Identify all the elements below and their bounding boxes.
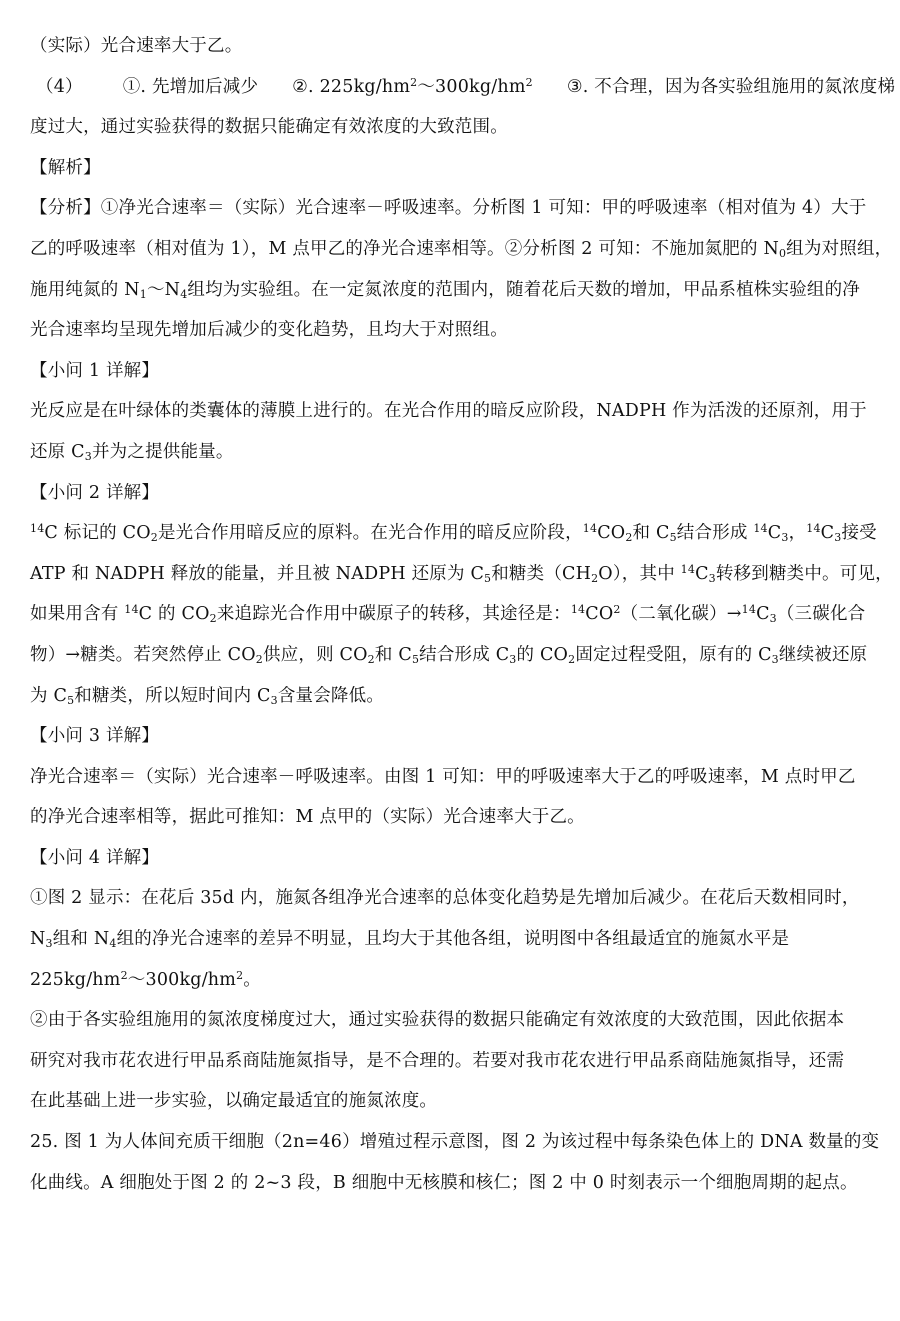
text-line: 物）→糖类。若突然停止 $CO_2$供应，则 $CO_2$和 $C_5$结合形成 $C_3$的 $CO_2$固定过程受阻，原有的 $C_3$继续被还原 <box>30 644 868 666</box>
text-line: （实际）光合速率大于乙。 <box>30 36 243 56</box>
text-line: 如果用含有 $^{14}$C 的 $CO_2$来追踪光合作用中碳原子的转移，其途径是：$^{14}CO^2$（二氧化碳）$\to^{14}C_3$（三碳化合 <box>30 603 866 626</box>
question-25-text: 25. 图 1 为人体间充质干细胞（2n=46）增殖过程示意图，图 2 为该过程中每条染色体上的 DNA 数量的变 <box>30 1132 880 1153</box>
text-line: 为 $C_5$和糖类，所以短时间内 $C_3$含量会降低。 <box>30 685 385 707</box>
section-heading-q1: 【小问 1 详解】 <box>30 360 160 381</box>
text-line: 乙的呼吸速率（相对值为 1），M 点甲乙的净光合速率相等。②分析图 2 可知：不施加氮肥的 $N_0$组为对照组， <box>30 238 893 260</box>
text-line: 在此基础上进一步实验，以确定最适宜的施氮浓度。 <box>30 1091 438 1112</box>
answer-line-4 <box>30 67 896 108</box>
section-heading-q4: 【小问 4 详解】 <box>30 847 160 868</box>
section-heading-q3: 【小问 3 详解】 <box>30 726 160 747</box>
text-line: 还原 $C_3$并为之提供能量。 <box>30 441 234 463</box>
text-line: 净光合速率＝（实际）光合速率－呼吸速率。由图 1 可知：甲的呼吸速率大于乙的呼吸速率，M 点时甲乙 <box>30 766 856 787</box>
text-line: $N_3$组和 $N_4$组的净光合速率的差异不明显，且均大于其他各组，说明图中各组最适宜的施氮水平是 <box>30 929 790 951</box>
text-line: 光合速率均呈现先增加后减少的变化趋势，且均大于对照组。 <box>30 320 508 341</box>
text-line: 施用纯氮的 $N_1\sim N_4$组均为实验组。在一定氮浓度的范围内，随着花后天数的增加，甲品系植株实验组的净 <box>30 279 861 301</box>
text-line: $^{14}$C 标记的 $CO_2$是光合作用暗反应的原料。在光合作用的暗反应阶段，$^{14}CO_2$和 $C_5$结合形成 $^{14}C_3$，$^{14}C_3$接受 <box>30 522 877 545</box>
question-25-text: 化曲线。A 细胞处于图 2 的 2~3 段，B 细胞中无核膜和核仁；图 2 中 0 时刻表示一个细胞周期的起点。 <box>30 1172 858 1193</box>
question-number: （4） <box>36 76 83 97</box>
text-line: 研究对我市花农进行甲品系商陆施氮指导，是不合理的。若要对我市花农进行甲品系商陆施氮指导，还需 <box>30 1050 845 1071</box>
answer-part-1: ①. 先增加后减少 <box>122 76 259 97</box>
text-line: 的净光合速率相等，据此可推知：M 点甲的（实际）光合速率大于乙。 <box>30 807 585 828</box>
text-line: ATP 和 NADPH 释放的能量，并且被 NADPH 还原为 $C_5$和糖类$(CH_2O)$，其中 $^{14}C_3$转移到糖类中。可见， <box>30 562 893 585</box>
text-line: ①图 2 显示：在花后 35d 内，施氮各组净光合速率的总体变化趋势是先增加后减少。在花后天数相同时， <box>30 888 860 909</box>
text-line: 【分析】①净光合速率＝（实际）光合速率－呼吸速率。分析图 1 可知：甲的呼吸速率（相对值为 4）大于 <box>30 198 867 219</box>
answer-part-3: ③. 不合理，因为各实验组施用的氮浓度梯 <box>566 76 896 97</box>
answer-part-2: ②. $225kg/hm^2\sim 300kg/hm^2$ <box>292 75 533 97</box>
section-heading-jiexi: 【解析】 <box>30 157 101 178</box>
section-heading-q2: 【小问 2 详解】 <box>30 482 160 503</box>
text-line: ②由于各实验组施用的氮浓度梯度过大，通过实验获得的数据只能确定有效浓度的大致范围，因此依据本 <box>30 1010 845 1031</box>
text-line: 度过大，通过实验获得的数据只能确定有效浓度的大致范围。 <box>30 117 508 138</box>
text-line: 光反应是在叶绿体的类囊体的薄膜上进行的。在光合作用的暗反应阶段，NADPH 作为活泼的还原剂，用于 <box>30 401 867 422</box>
text-line: $225kg/hm^2\sim 300kg/hm^2$。 <box>30 968 261 990</box>
